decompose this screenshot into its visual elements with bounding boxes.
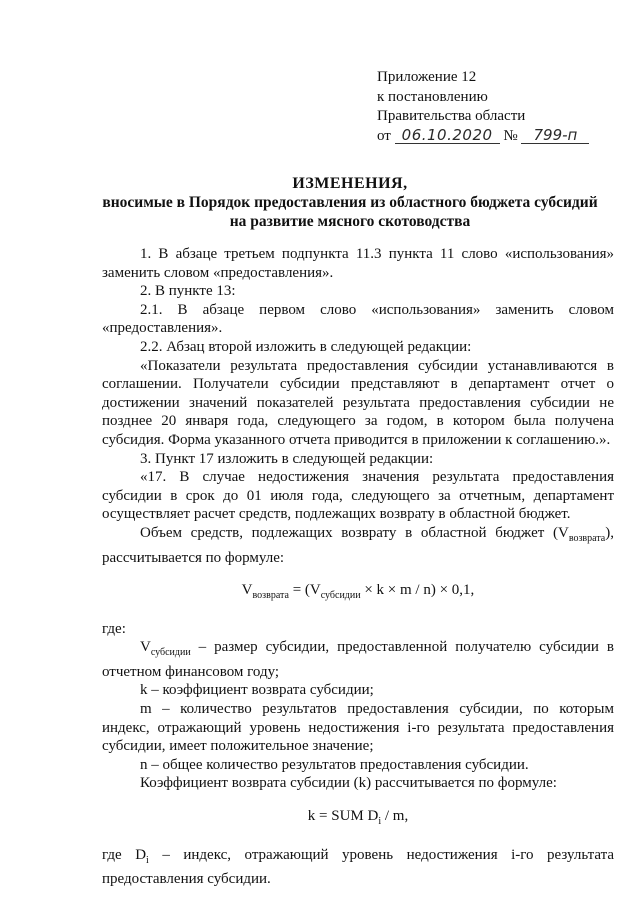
paragraph-2: 2. В пункте 13: [140,283,236,300]
date-prefix: от [377,127,391,144]
where-label: где: [102,620,126,637]
formula-eq: = (V [288,582,321,599]
formula-subsidy-sub: субсидии [320,590,361,602]
formula-v-sub: возврата [252,590,289,602]
paragraph-2-2: 2.2. Абзац второй изложить в следующей редакции: [140,338,472,355]
def-d-pre: где D [102,846,147,863]
appendix-header [377,68,617,146]
paragraph-coefficient: Коэффициент возврата субсидии (k) рассчитывается по формуле: [140,775,557,792]
formula-coefficient [102,807,614,832]
paragraph-2-1: 2.1. В абзаце первом слово «использования» заменить словом «предоставления». [102,301,614,337]
resolution-line: к постановлению [377,88,488,105]
formula2-a: k = SUM D [307,808,379,825]
document-title [90,174,610,231]
formula2-b: / m, [381,808,409,825]
paragraph-quote-17: «17. В случае недостижения значения результата предоставления субсидии в срок до 01 июля года, следующего за отчетным, департамент осуществляет расчет средств, подлежащих возврату в областной бюджет. [102,469,614,523]
handwritten-number: 799-п [521,127,589,144]
date-number-line [377,127,617,147]
title-sub-2: на развитие мясного скотоводства [229,213,471,230]
volume-text-b: ), рассчитывается по формуле: [102,524,614,566]
volume-sub: возврата [568,532,606,544]
number-prefix: № [503,127,518,144]
definition-v [102,638,614,681]
title-main: ИЗМЕНЕНИЯ, [292,175,408,192]
definition-d [102,846,614,889]
document-body [102,245,614,889]
paragraph-1: 1. В абзаце третьем подпункта 11.3 пункта 11 слово «использования» заменить словом «предоставления». [102,246,614,281]
def-v-text: – размер субсидии, предоставленной получателю субсидии в отчетном финансовом году; [102,639,614,680]
appendix-line: Приложение 12 [377,69,477,85]
definition-m: m – количество результатов предоставления субсидии, по которым индекс, отражающий уровень недостижения i-го результата предоставления субсидии, имеет положительное значение; [102,701,614,755]
def-v-sub: субсидии [150,647,191,659]
government-line: Правительства области [377,108,526,124]
def-d-text: – индекс, отражающий уровень недостижения i-го результата предоставления субсидии. [102,846,615,888]
formula2-sub: i [378,816,382,828]
paragraph-quote-1: «Показатели результата предоставления субсидии устанавливаются в соглашении. Получатели субсидии представляют в департамент отчет о достижении значений показателей результата предоставления субсидии не позднее 20 января года, следующего за годом, в котором была получена субсидия. Форма указанного отчета приводится в приложении к соглашению.». [102,357,614,448]
def-d-sub: i [146,854,149,866]
paragraph-3: 3. Пункт 17 изложить в следующей редакции: [140,450,434,467]
volume-text-a: Объем средств, подлежащих возврату в областной бюджет (V [140,524,569,541]
title-sub-1: вносимые в Порядок предоставления из областного бюджета субсидий [102,194,598,211]
definition-n: n – общее количество результатов предоставления субсидии. [140,756,529,773]
definition-k: k – коэффициент возврата субсидии; [140,682,374,699]
formula-refund [102,581,614,606]
formula-rest: × k × m / n) × 0,1, [360,582,475,599]
handwritten-date: 06.10.2020 [395,127,500,144]
paragraph-volume [102,524,614,567]
def-v-symbol: V [140,639,151,656]
formula-v: V [241,582,253,599]
